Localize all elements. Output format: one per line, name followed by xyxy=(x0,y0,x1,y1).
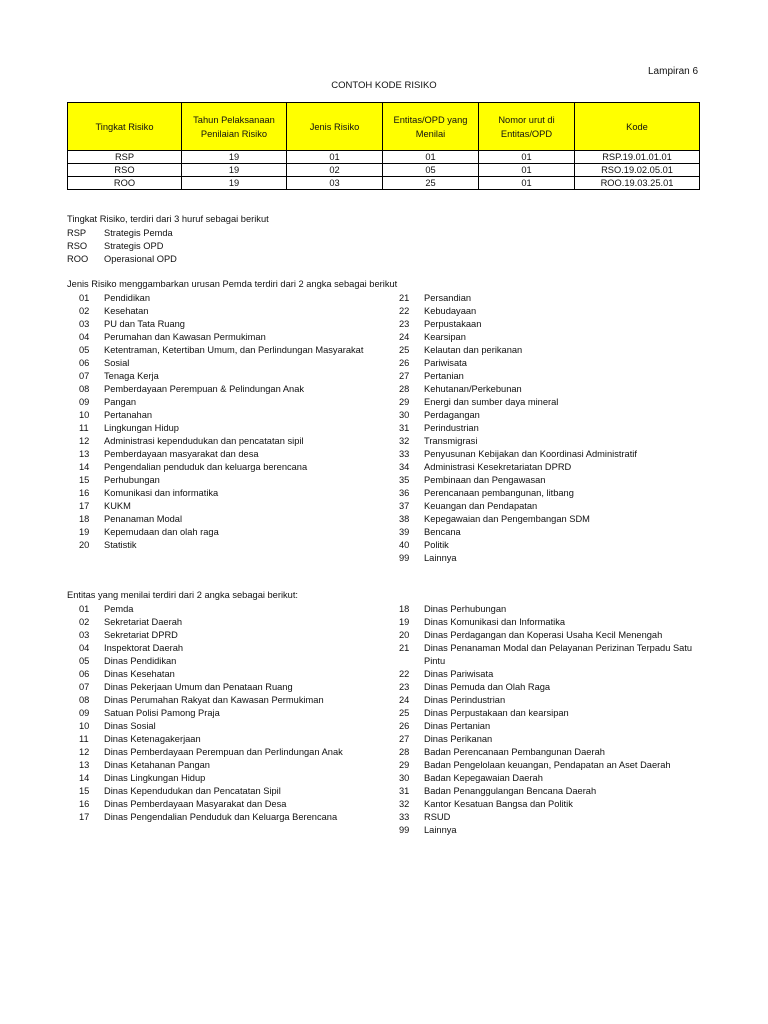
jenis-item-number: 22 xyxy=(399,306,410,316)
entitas-item xyxy=(67,707,367,720)
jenis-item-number: 27 xyxy=(399,371,410,381)
table-cell: ROO xyxy=(68,177,182,190)
jenis-item xyxy=(387,500,707,513)
jenis-item-number: 26 xyxy=(399,358,410,368)
table-cell: 01 xyxy=(479,164,575,177)
table-cell: RSO xyxy=(68,164,182,177)
tingkat-code: ROO xyxy=(67,254,89,264)
table-cell: 01 xyxy=(383,151,479,164)
entitas-item-label: Lainnya xyxy=(424,825,457,835)
jenis-item-number: 37 xyxy=(399,501,410,511)
jenis-item-number: 17 xyxy=(79,501,90,511)
entitas-item-label: Dinas Kesehatan xyxy=(104,669,175,679)
jenis-item-label: KUKM xyxy=(104,501,131,511)
jenis-item-label: Ketentraman, Ketertiban Umum, dan Perlindungan Masyarakat xyxy=(104,345,364,355)
entitas-item-number: 01 xyxy=(79,604,90,614)
entitas-list-right xyxy=(387,603,697,837)
jenis-item xyxy=(387,331,707,344)
jenis-item xyxy=(67,422,367,435)
jenis-item-number: 04 xyxy=(79,332,90,342)
entitas-item xyxy=(387,629,697,642)
header-cell: Tingkat Risiko xyxy=(68,103,182,151)
entitas-item xyxy=(387,707,697,720)
entitas-item-number: 30 xyxy=(399,773,410,783)
table-cell: RSP.19.01.01.01 xyxy=(575,151,700,164)
entitas-item xyxy=(387,642,697,668)
entitas-item-label: Dinas Pengendalian Penduduk dan Keluarga Berencana xyxy=(104,812,338,822)
table-cell: 25 xyxy=(383,177,479,190)
entitas-item-label: Dinas Pertanian xyxy=(424,721,491,731)
jenis-item xyxy=(387,292,707,305)
jenis-item xyxy=(67,331,367,344)
entitas-item-label: Dinas Komunikasi dan Informatika xyxy=(424,617,566,627)
entitas-item-number: 99 xyxy=(399,825,410,835)
entitas-item xyxy=(387,733,697,746)
jenis-item xyxy=(67,435,367,448)
jenis-item-label: Perdagangan xyxy=(424,410,480,420)
jenis-item xyxy=(387,344,707,357)
entitas-list-left xyxy=(67,603,367,824)
jenis-item-label: Pembinaan dan Pengawasan xyxy=(424,475,546,485)
entitas-item-number: 25 xyxy=(399,708,410,718)
jenis-item-number: 21 xyxy=(399,293,410,303)
header-cell: Kode xyxy=(575,103,700,151)
jenis-item xyxy=(67,396,367,409)
table-cell: 03 xyxy=(287,177,383,190)
jenis-item-number: 13 xyxy=(79,449,90,459)
jenis-item xyxy=(387,357,707,370)
jenis-item xyxy=(67,370,367,383)
entitas-item-label: Dinas Kependudukan dan Pencatatan Sipil xyxy=(104,786,281,796)
entitas-item xyxy=(387,603,697,616)
entitas-item xyxy=(387,785,697,798)
entitas-item-number: 29 xyxy=(399,760,410,770)
jenis-item-label: Persandian xyxy=(424,293,472,303)
jenis-item-number: 03 xyxy=(79,319,90,329)
header-cell: Jenis Risiko xyxy=(287,103,383,151)
jenis-item-label: Administrasi kependudukan dan pencatatan sipil xyxy=(104,436,304,446)
jenis-item-label: Keuangan dan Pendapatan xyxy=(424,501,538,511)
tingkat-item xyxy=(67,240,177,253)
jenis-item-label: Politik xyxy=(424,540,449,550)
entitas-item-label: RSUD xyxy=(424,812,451,822)
table-cell: 19 xyxy=(182,151,287,164)
jenis-item xyxy=(67,513,367,526)
document-title: CONTOH KODE RISIKO xyxy=(331,80,437,91)
entitas-item xyxy=(67,733,367,746)
tingkat-intro: Tingkat Risiko, terdiri dari 3 huruf sebagai berikut xyxy=(67,214,269,224)
entitas-item-number: 14 xyxy=(79,773,90,783)
table-cell: 01 xyxy=(479,151,575,164)
jenis-item-label: Pemberdayaan masyarakat dan desa xyxy=(104,449,259,459)
entitas-item xyxy=(67,668,367,681)
entitas-item-label: Dinas Ketahanan Pangan xyxy=(104,760,210,770)
entitas-item-number: 08 xyxy=(79,695,90,705)
entitas-item-number: 31 xyxy=(399,786,410,796)
jenis-item xyxy=(387,552,707,565)
jenis-item xyxy=(67,474,367,487)
entitas-item-label: Dinas Pemberdayaan Perempuan dan Perlindungan Anak xyxy=(104,747,343,757)
entitas-item-label: Kantor Kesatuan Bangsa dan Politik xyxy=(424,799,573,809)
jenis-item-label: Statistik xyxy=(104,540,137,550)
jenis-item-label: Energi dan sumber daya mineral xyxy=(424,397,559,407)
jenis-item xyxy=(67,448,367,461)
table-cell: ROO.19.03.25.01 xyxy=(575,177,700,190)
jenis-item-label: Pemberdayaan Perempuan & Pelindungan Anak xyxy=(104,384,305,394)
table-cell: 02 xyxy=(287,164,383,177)
entitas-item-number: 07 xyxy=(79,682,90,692)
jenis-item xyxy=(67,500,367,513)
entitas-item-label: Dinas Penanaman Modal dan Pelayanan Perizinan Terpadu Satu Pintu xyxy=(424,643,693,666)
entitas-item-number: 06 xyxy=(79,669,90,679)
entitas-item xyxy=(67,811,367,824)
jenis-item-number: 07 xyxy=(79,371,90,381)
jenis-item xyxy=(67,383,367,396)
tingkat-item xyxy=(67,253,177,266)
lampiran-label: Lampiran 6 xyxy=(648,66,699,77)
jenis-item-number: 23 xyxy=(399,319,410,329)
jenis-item xyxy=(387,318,707,331)
tingkat-label: Strategis OPD xyxy=(104,241,164,251)
entitas-item-number: 17 xyxy=(79,812,90,822)
table-row xyxy=(68,151,700,164)
jenis-item xyxy=(387,526,707,539)
jenis-item-number: 30 xyxy=(399,410,410,420)
jenis-item-number: 33 xyxy=(399,449,410,459)
jenis-item-label: Pertanahan xyxy=(104,410,153,420)
entitas-item-number: 33 xyxy=(399,812,410,822)
jenis-item-number: 05 xyxy=(79,345,90,355)
entitas-item xyxy=(67,681,367,694)
jenis-item xyxy=(67,344,367,357)
jenis-item xyxy=(67,461,367,474)
jenis-item-label: Lingkungan Hidup xyxy=(104,423,179,433)
header-cell: Nomor urut di Entitas/OPD xyxy=(479,103,575,151)
jenis-item-label: Transmigrasi xyxy=(424,436,478,446)
jenis-item-number: 18 xyxy=(79,514,90,524)
table-cell: 19 xyxy=(182,177,287,190)
jenis-item-label: Kelautan dan perikanan xyxy=(424,345,523,355)
jenis-item-number: 19 xyxy=(79,527,90,537)
jenis-item-number: 32 xyxy=(399,436,410,446)
table-cell: 01 xyxy=(479,177,575,190)
jenis-intro: Jenis Risiko menggambarkan urusan Pemda terdiri dari 2 angka sebagai berikut xyxy=(67,279,398,289)
jenis-item-label: Bencana xyxy=(424,527,461,537)
jenis-item xyxy=(67,409,367,422)
entitas-item-number: 10 xyxy=(79,721,90,731)
jenis-item-number: 35 xyxy=(399,475,410,485)
entitas-item xyxy=(67,785,367,798)
entitas-item-label: Dinas Pariwisata xyxy=(424,669,494,679)
jenis-item xyxy=(387,539,707,552)
entitas-item-number: 12 xyxy=(79,747,90,757)
table-cell: RSO.19.02.05.01 xyxy=(575,164,700,177)
header-cell: Entitas/OPD yang Menilai xyxy=(383,103,479,151)
entitas-item xyxy=(67,655,367,668)
entitas-item-label: Dinas Ketenagakerjaan xyxy=(104,734,201,744)
jenis-item-number: 20 xyxy=(79,540,90,550)
entitas-item-label: Dinas Pemberdayaan Masyarakat dan Desa xyxy=(104,799,287,809)
jenis-item-number: 25 xyxy=(399,345,410,355)
entitas-item-number: 26 xyxy=(399,721,410,731)
table-cell: 05 xyxy=(383,164,479,177)
entitas-item-number: 13 xyxy=(79,760,90,770)
entitas-item-number: 11 xyxy=(79,734,89,744)
tingkat-label: Operasional OPD xyxy=(104,254,177,264)
entitas-item xyxy=(67,798,367,811)
entitas-item-label: Badan Kepegawaian Daerah xyxy=(424,773,543,783)
jenis-item xyxy=(387,461,707,474)
entitas-item-label: Satuan Polisi Pamong Praja xyxy=(104,708,220,718)
entitas-item-number: 21 xyxy=(399,643,410,653)
jenis-item-number: 10 xyxy=(79,410,90,420)
jenis-item-label: Perencanaan pembangunan, litbang xyxy=(424,488,574,498)
jenis-item-number: 06 xyxy=(79,358,90,368)
entitas-item-number: 32 xyxy=(399,799,410,809)
entitas-item-number: 09 xyxy=(79,708,90,718)
jenis-item xyxy=(387,370,707,383)
jenis-item-number: 36 xyxy=(399,488,410,498)
entitas-item-label: Dinas Sosial xyxy=(104,721,156,731)
jenis-item-number: 16 xyxy=(79,488,90,498)
entitas-item xyxy=(387,811,697,824)
entitas-item-label: Dinas Pekerjaan Umum dan Penataan Ruang xyxy=(104,682,293,692)
entitas-item-number: 15 xyxy=(79,786,90,796)
jenis-item xyxy=(387,305,707,318)
entitas-item-number: 20 xyxy=(399,630,410,640)
jenis-item-label: Perpustakaan xyxy=(424,319,482,329)
entitas-item xyxy=(387,798,697,811)
entitas-item xyxy=(387,616,697,629)
entitas-item-label: Dinas Perikanan xyxy=(424,734,493,744)
entitas-item-label: Pemda xyxy=(104,604,134,614)
jenis-item-number: 11 xyxy=(79,423,89,433)
jenis-item xyxy=(387,422,707,435)
jenis-item xyxy=(387,513,707,526)
jenis-item xyxy=(387,448,707,461)
jenis-item-number: 08 xyxy=(79,384,90,394)
entitas-item xyxy=(387,772,697,785)
entitas-item xyxy=(67,694,367,707)
jenis-item-label: Lainnya xyxy=(424,553,457,563)
entitas-item-number: 03 xyxy=(79,630,90,640)
entitas-item-number: 19 xyxy=(399,617,410,627)
entitas-item-label: Inspektorat Daerah xyxy=(104,643,184,653)
entitas-intro: Entitas yang menilai terdiri dari 2 angka sebagai berikut: xyxy=(67,590,299,600)
jenis-item-number: 40 xyxy=(399,540,410,550)
jenis-item-number: 24 xyxy=(399,332,410,342)
entitas-item xyxy=(67,759,367,772)
entitas-item-label: Dinas Lingkungan Hidup xyxy=(104,773,206,783)
jenis-item-number: 39 xyxy=(399,527,410,537)
jenis-item-label: Komunikasi dan informatika xyxy=(104,488,219,498)
jenis-item xyxy=(67,318,367,331)
jenis-item xyxy=(67,357,367,370)
jenis-item-label: Kearsipan xyxy=(424,332,466,342)
entitas-item xyxy=(387,720,697,733)
jenis-item-number: 15 xyxy=(79,475,90,485)
header-cell: Tahun Pelaksanaan Penilaian Risiko xyxy=(182,103,287,151)
jenis-item-label: Pertanian xyxy=(424,371,464,381)
tingkat-label: Strategis Pemda xyxy=(104,228,173,238)
entitas-item xyxy=(387,746,697,759)
entitas-item-number: 24 xyxy=(399,695,410,705)
jenis-item-number: 14 xyxy=(79,462,90,472)
jenis-item-label: PU dan Tata Ruang xyxy=(104,319,185,329)
jenis-item-label: Administrasi Kesekretariatan DPRD xyxy=(424,462,572,472)
entitas-item-label: Dinas Perpustakaan dan kearsipan xyxy=(424,708,569,718)
tingkat-code: RSP xyxy=(67,228,87,238)
entitas-item-number: 02 xyxy=(79,617,90,627)
jenis-item-label: Kesehatan xyxy=(104,306,149,316)
entitas-item-number: 27 xyxy=(399,734,410,744)
jenis-item-number: 12 xyxy=(79,436,90,446)
jenis-item-label: Pangan xyxy=(104,397,137,407)
table-cell: 19 xyxy=(182,164,287,177)
jenis-item-label: Perumahan dan Kawasan Permukiman xyxy=(104,332,266,342)
entitas-item-label: Dinas Pendidikan xyxy=(104,656,177,666)
jenis-list-right xyxy=(387,292,707,565)
jenis-item xyxy=(67,292,367,305)
table-header-row xyxy=(68,103,700,151)
jenis-item-label: Kepegawaian dan Pengembangan SDM xyxy=(424,514,590,524)
table-row xyxy=(68,177,700,190)
jenis-item-label: Perindustrian xyxy=(424,423,479,433)
entitas-item-number: 28 xyxy=(399,747,410,757)
jenis-item xyxy=(387,409,707,422)
jenis-item xyxy=(67,526,367,539)
jenis-item xyxy=(387,396,707,409)
table-cell: 01 xyxy=(287,151,383,164)
entitas-item-number: 22 xyxy=(399,669,410,679)
tingkat-list xyxy=(67,227,177,266)
jenis-list-left xyxy=(67,292,367,552)
entitas-item-label: Sekretariat Daerah xyxy=(104,617,183,627)
jenis-item xyxy=(387,435,707,448)
jenis-item xyxy=(387,474,707,487)
jenis-item xyxy=(387,383,707,396)
entitas-item-number: 04 xyxy=(79,643,90,653)
jenis-item-label: Kepemudaan dan olah raga xyxy=(104,527,219,537)
entitas-item-label: Dinas Perhubungan xyxy=(424,604,507,614)
jenis-item-number: 01 xyxy=(79,293,90,303)
entitas-item-label: Dinas Perindustrian xyxy=(424,695,506,705)
entitas-item-number: 23 xyxy=(399,682,410,692)
jenis-item-label: Pendidikan xyxy=(104,293,151,303)
jenis-item-number: 31 xyxy=(399,423,410,433)
jenis-item-number: 38 xyxy=(399,514,410,524)
jenis-item-label: Perhubungan xyxy=(104,475,160,485)
entitas-item-number: 16 xyxy=(79,799,90,809)
jenis-item-number: 99 xyxy=(399,553,410,563)
tingkat-code: RSO xyxy=(67,241,88,251)
entitas-item-label: Dinas Perdagangan dan Koperasi Usaha Kecil Menengah xyxy=(424,630,663,640)
entitas-item-label: Sekretariat DPRD xyxy=(104,630,178,640)
jenis-item-number: 29 xyxy=(399,397,410,407)
entitas-item-number: 18 xyxy=(399,604,410,614)
entitas-item xyxy=(387,759,697,772)
tingkat-item xyxy=(67,227,177,240)
table-cell: RSP xyxy=(68,151,182,164)
jenis-item xyxy=(67,305,367,318)
entitas-item-label: Badan Pengelolaan keuangan, Pendapatan an Aset Daerah xyxy=(424,760,671,770)
entitas-item xyxy=(67,746,367,759)
jenis-item-number: 09 xyxy=(79,397,90,407)
jenis-item-label: Kebudayaan xyxy=(424,306,477,316)
entitas-item xyxy=(67,720,367,733)
jenis-item-label: Penyusunan Kebijakan dan Koordinasi Administratif xyxy=(424,449,637,459)
jenis-item-label: Pariwisata xyxy=(424,358,467,368)
entitas-item xyxy=(387,681,697,694)
jenis-item-label: Pengendalian penduduk dan keluarga berencana xyxy=(104,462,308,472)
table-row xyxy=(68,164,700,177)
entitas-item-label: Badan Penanggulangan Bencana Daerah xyxy=(424,786,597,796)
entitas-item xyxy=(67,603,367,616)
jenis-item-label: Penanaman Modal xyxy=(104,514,183,524)
jenis-item xyxy=(387,487,707,500)
entitas-item-number: 05 xyxy=(79,656,90,666)
jenis-item-label: Tenaga Kerja xyxy=(104,371,159,381)
entitas-item xyxy=(67,629,367,642)
entitas-item-label: Badan Perencanaan Pembangunan Daerah xyxy=(424,747,605,757)
jenis-item xyxy=(67,539,367,552)
entitas-item-label: Dinas Pemuda dan Olah Raga xyxy=(424,682,551,692)
entitas-item xyxy=(67,772,367,785)
kode-risiko-table xyxy=(67,102,700,190)
jenis-item-label: Kehutanan/Perkebunan xyxy=(424,384,522,394)
jenis-item-number: 02 xyxy=(79,306,90,316)
entitas-item xyxy=(67,616,367,629)
entitas-item xyxy=(387,824,697,837)
jenis-item xyxy=(67,487,367,500)
jenis-item-number: 34 xyxy=(399,462,410,472)
entitas-item xyxy=(387,668,697,681)
entitas-item xyxy=(387,694,697,707)
entitas-item-label: Dinas Perumahan Rakyat dan Kawasan Permukiman xyxy=(104,695,324,705)
jenis-item-number: 28 xyxy=(399,384,410,394)
entitas-item xyxy=(67,642,367,655)
jenis-item-label: Sosial xyxy=(104,358,130,368)
